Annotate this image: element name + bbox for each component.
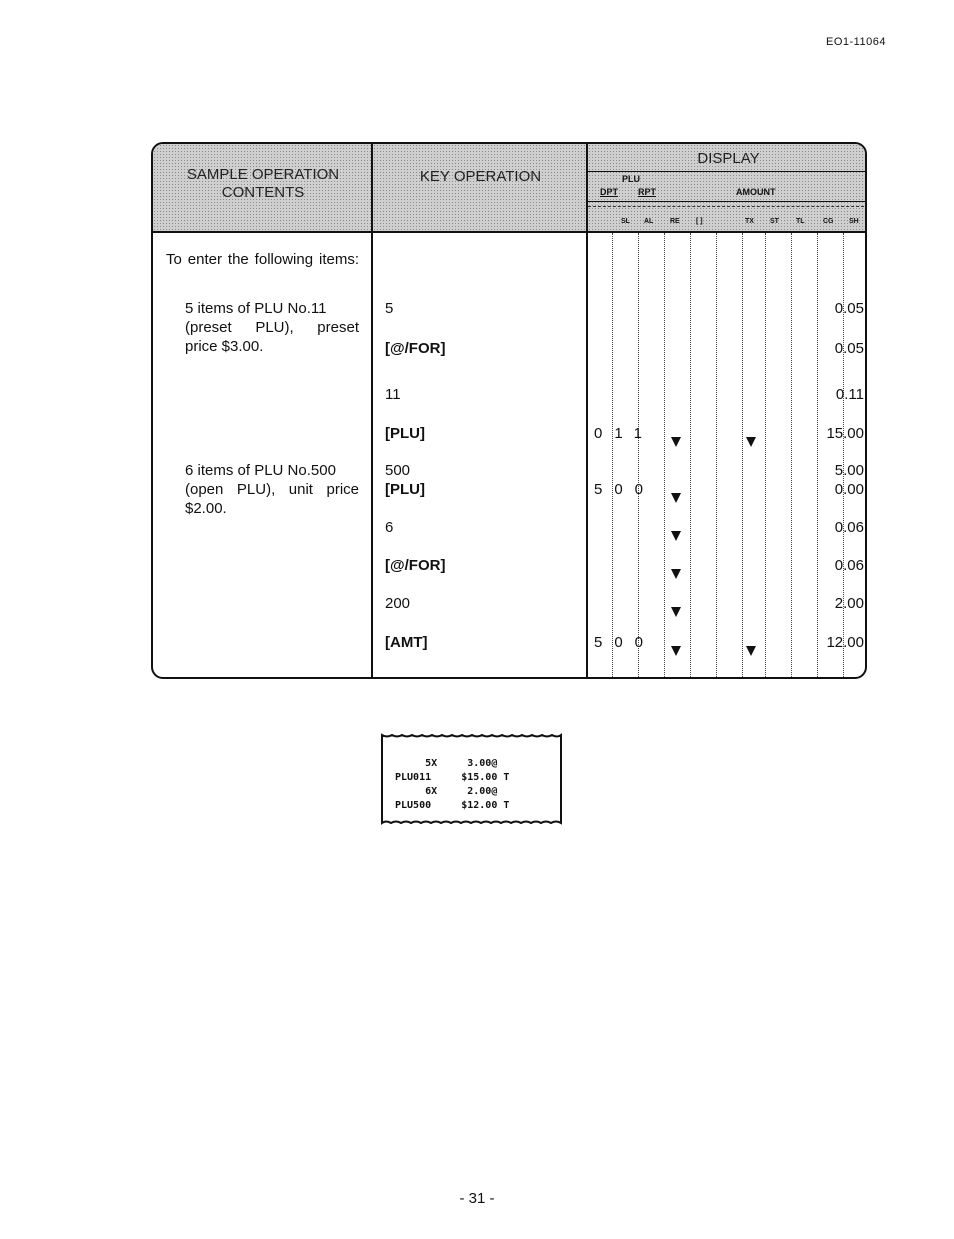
item1-line-3: price $3.00. (185, 338, 264, 355)
indicator-triangle-icon (671, 569, 681, 579)
intro-line: To enter the following items: (166, 251, 359, 268)
column-divider-1 (371, 144, 373, 677)
receipt-line-3: 6X 2.00@ (395, 786, 498, 797)
display-digit-divider (690, 233, 691, 677)
item2-line-3: $2.00. (185, 500, 227, 517)
display-digit-divider (716, 233, 717, 677)
display-amount: 0.11 (835, 386, 864, 403)
indicator-label: CG (823, 218, 834, 225)
indicator-triangle-icon (671, 437, 681, 447)
indicator-triangle-icon (671, 531, 681, 541)
item1-line-1: 5 items of PLU No.11 (185, 300, 327, 317)
rpt-label: RPT (638, 187, 656, 197)
indicator-label: SL (621, 218, 630, 225)
item1-line-2: (preset PLU), preset (185, 319, 359, 336)
indicator-triangle-icon (746, 646, 756, 656)
key-header (373, 144, 588, 233)
amount-label: AMOUNT (736, 187, 776, 197)
indicator-label: RE (670, 218, 680, 225)
indicator-triangle-icon (671, 646, 681, 656)
column-divider-2 (586, 144, 588, 677)
plu-number: 011 (594, 425, 654, 442)
operation-table (151, 142, 867, 679)
document-id: EO1-11064 (826, 36, 886, 48)
display-amount: 2.00 (834, 595, 864, 612)
page-number: - 31 - (459, 1190, 495, 1207)
item1-text (185, 299, 359, 356)
intro-text (166, 250, 359, 269)
key-operation-entry: [@/FOR] (385, 340, 446, 357)
plu-label: PLU (622, 174, 640, 184)
indicator-triangle-icon (746, 437, 756, 447)
display-digit-divider (664, 233, 665, 677)
key-operation-entry: 6 (385, 519, 394, 536)
key-operation-entry: [PLU] (385, 481, 425, 498)
display-digit-divider (638, 233, 639, 677)
key-header-label: KEY OPERATION (419, 168, 542, 185)
key-operation-entry: 11 (385, 386, 401, 403)
display-amount: 0.05 (834, 340, 864, 357)
indicator-triangle-icon (671, 607, 681, 617)
display-amount: 0.00 (834, 481, 864, 498)
indicator-triangle-icon (671, 493, 681, 503)
display-amount: 0.06 (834, 557, 864, 574)
indicator-label: AL (644, 218, 654, 225)
header-divider (153, 231, 865, 233)
sample-header-label: SAMPLE OPERATION CONTENTS (186, 166, 340, 201)
plu-number: 500 (594, 634, 656, 651)
key-operation-entry: 200 (385, 595, 411, 612)
key-operation-entry: [AMT] (385, 634, 428, 651)
receipt (381, 727, 562, 831)
key-operation-entry: 5 (385, 300, 394, 317)
indicator-label: TX (745, 218, 754, 225)
display-header (588, 144, 867, 233)
receipt-line-4: PLU500 $12.00 T (395, 800, 510, 811)
key-operation-entry: [@/FOR] (385, 557, 446, 574)
key-operation-entry: 500 (385, 462, 411, 479)
plu-number: 500 (594, 481, 656, 498)
indicator-label: TL (796, 218, 805, 225)
display-header-label: DISPLAY (697, 150, 760, 167)
display-amount: 0.06 (834, 519, 864, 536)
item2-line-1: 6 items of PLU No.500 (185, 462, 336, 479)
display-amount: 15.00 (826, 425, 864, 442)
display-digit-divider (742, 233, 743, 677)
item2-text (185, 461, 359, 518)
sample-header (153, 144, 373, 233)
display-amount: 0.05 (834, 300, 864, 317)
item2-line-2: (open PLU), unit price (185, 481, 359, 498)
indicator-label: [ ] (696, 218, 703, 225)
indicator-label: ST (770, 218, 779, 225)
key-operation-entry: [PLU] (385, 425, 425, 442)
display-digit-divider (612, 233, 613, 677)
dpt-label: DPT (600, 187, 618, 197)
receipt-line-1: 5X 3.00@ (395, 758, 498, 769)
receipt-line-2: PLU011 $15.00 T (395, 772, 510, 783)
display-amount: 12.00 (826, 634, 864, 651)
indicator-label: SH (849, 218, 859, 225)
display-amount: 5.00 (834, 462, 864, 479)
